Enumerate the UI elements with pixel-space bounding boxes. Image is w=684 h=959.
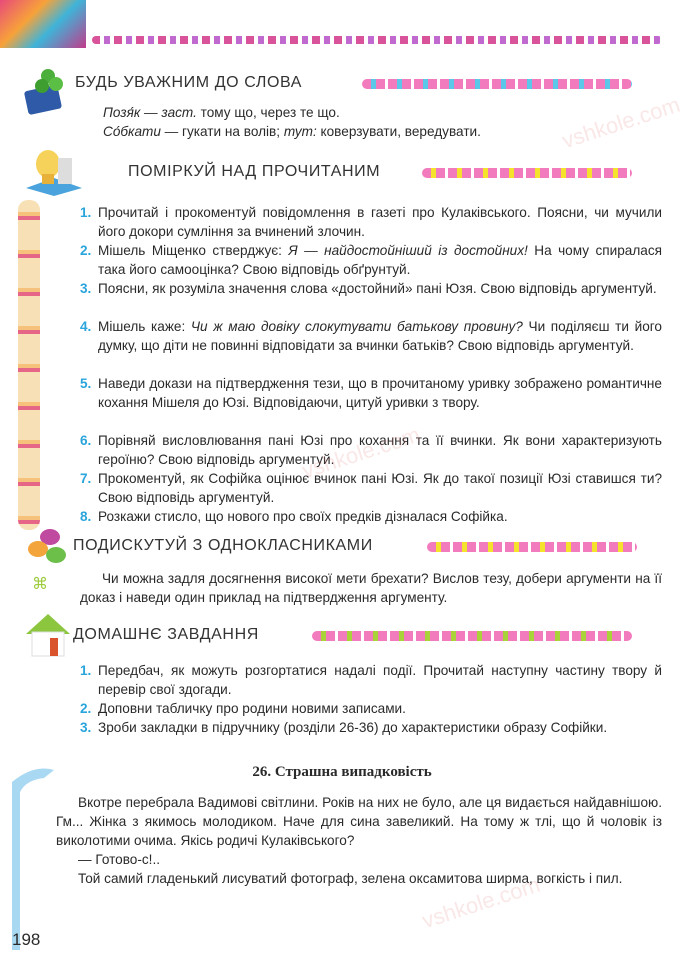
book-clover-icon [22,66,70,116]
speech-bubbles-icon [24,527,70,597]
section-heading-vocabulary: БУДЬ УВАЖНИМ ДО СЛОВА [75,74,303,91]
question-item: 5. Наведи докази на підтвердження тези, що в прочитаному уривку зображено романтичне кохання Мішеля до Юзі. Відповідаючи, цитуй уривки з твору. [80,376,662,410]
question-item: 4. Мішель каже: Чи ж маю довіку слокутувати батькову провину? Чи поділяєш ти його думку, що діти не повинні відповідати за вчинки батьків? Свою відповідь аргументуй. [80,319,662,353]
lightbulb-book-icon [24,148,84,198]
chapter-paragraph: Той самий гладенький лисуватий фотограф, зелена оксамитова ширма, вогкість і пил. [78,871,623,886]
homework-item: 3. Зроби закладки в підручнику (розділи 26-36) до характеристики образу Софійки. [80,720,608,735]
house-icon [22,612,72,658]
section-heading-homework: ДОМАШНЄ ЗАВДАННЯ [73,626,259,643]
section-heading-reflect: ПОМІРКУЙ НАД ПРОЧИТАНИМ [128,163,381,180]
question-item: 6. Порівняй висловлювання пані Юзі про кохання та її вчинки. Як вони характеризують героїню? Свою відповідь аргументуй. [80,433,662,467]
svg-text:⌘: ⌘ [32,574,48,593]
question-item: 1. Прочитай і прокоментуй повідомлення в газеті про Кулаківського. Поясни, чи мучили його докори сумління за вчинений злочин. [80,205,662,239]
question-item: 2. Мішель Міщенко стверджує: Я — найдостойніший із достойних! На чому спиралася така його самооцінка? Свою відповідь обґрунтуй. [80,243,662,277]
question-item: 8. Розкажи стисло, що нового про своїх предків дізналася Софійка. [80,509,508,524]
homework-item: 1. Передбач, як можуть розгортатися надалі події. Прочитай наступну частину твору й перевір свої здогади. [80,663,662,697]
page-number: 198 [12,930,41,949]
bookmark-ribbon-ornament [4,762,54,952]
question-item: 3. Поясни, як розуміла значення слова «достойний» пані Юзя. Свою відповідь аргументуй. [80,281,657,296]
decorative-divider [312,631,632,641]
watermark: vshkole.com [558,91,683,154]
watermark: vshkole.com [418,871,543,934]
decorative-divider [427,542,637,552]
chapter-paragraph: — Готово-с!.. [78,852,160,867]
glossary-entry: Позя́к — заст. тому що, через те що. [103,105,340,120]
corner-illustration [0,0,86,48]
glossary-entry: Со́бкати — гукати на волів; тут: коверзувати, вередувати. [103,124,481,139]
decorative-divider [422,168,632,178]
discussion-prompt: Чи можна задля досягнення високої мети брехати? Вислов тезу, добери аргументи на її доказ і наведи один приклад на підтвердження аргументу. [80,571,662,605]
chapter-paragraph: Вкотре перебрала Вадимові світлини. Років на них не було, але ця видається найдавнішою. Гм... Жінка з якимось молодиком. Наче для сина завеликий. На тому ж тлі, що й чоловік із виколотими очима. Якісь родичі Кулаківського? [56,795,662,848]
watermark: vshkole.com [298,421,423,484]
question-item: 7. Прокоментуй, як Софійка оцінює вчинок пані Юзі. Як до такої позиції Юзі ставишся ти? Свою відповідь аргументуй. [80,471,662,505]
decorative-divider [362,79,632,89]
homework-item: 2. Доповни табличку про родини новими записами. [80,701,406,716]
chapter-title: 26. Страшна випадковість [252,764,432,780]
decorative-border [92,36,662,44]
floral-vine-ornament [18,200,40,530]
section-heading-discuss: ПОДИСКУТУЙ З ОДНОКЛАСНИКАМИ [73,537,373,554]
